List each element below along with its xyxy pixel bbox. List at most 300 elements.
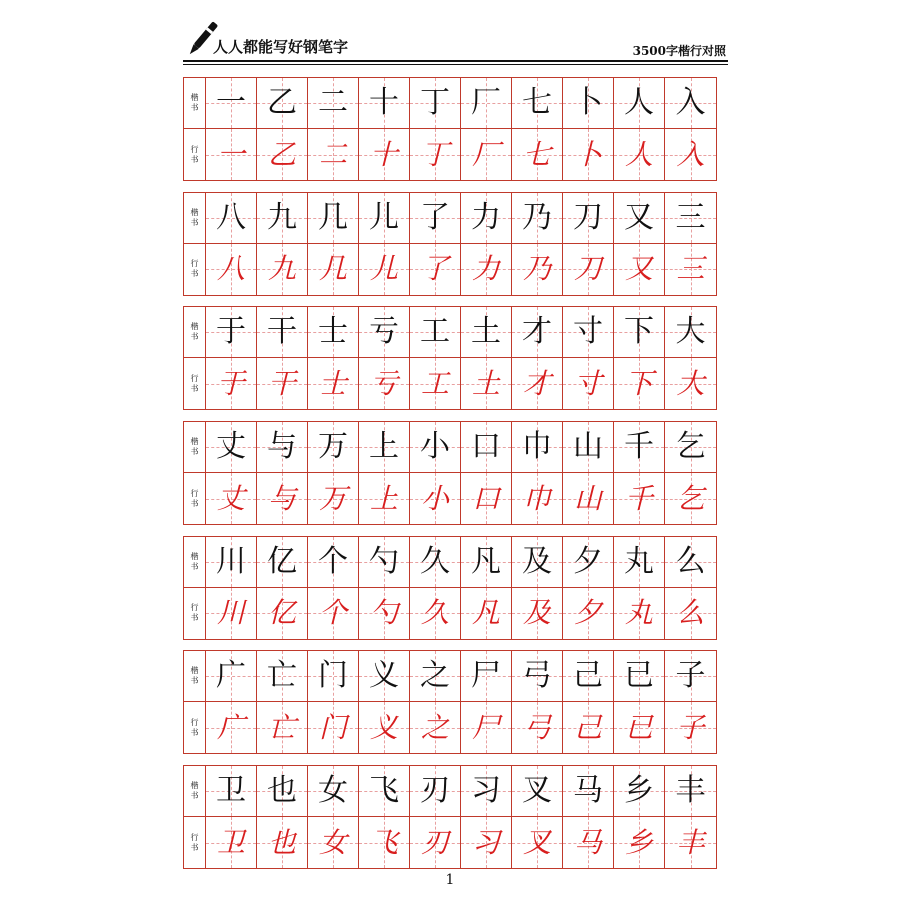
kaishu-char: 厂 [471,85,501,120]
label-char: 行 [190,488,199,498]
xingshu-char: 丈 [216,481,245,515]
kaishu-char: 丈 [216,429,246,465]
grid-cell [359,766,410,817]
grid-cell [308,307,359,358]
grid-cell [512,817,563,868]
kaishu-char: 卜 [573,85,603,120]
xingshu-char: 十 [369,137,398,171]
xingshu-char: 弓 [522,710,551,744]
grid-cell [257,651,308,702]
xingshu-char: 丸 [624,596,653,630]
xingshu-char: 儿 [369,252,398,286]
grid-cell [614,537,665,588]
xingshu-label [184,129,206,180]
xingshu-char: 也 [267,825,296,859]
xingshu-char: 与 [267,481,296,515]
xingshu-char: 千 [624,481,653,515]
grid-cell [512,193,563,244]
label-char: 书 [190,676,199,686]
grid-cell [563,588,614,639]
xingshu-label [184,588,206,639]
kaishu-char: 十 [369,85,399,120]
xingshu-char: 力 [471,252,500,286]
grid-cell [410,422,461,473]
grid-cell [257,817,308,868]
xingshu-char: 九 [267,252,296,286]
xingshu-char: 山 [573,481,602,515]
grid-cell [461,358,512,409]
kaishu-char: 山 [573,429,603,465]
xingshu-label [184,244,206,295]
kaishu-char: 义 [369,658,399,694]
xingshu-char: 个 [318,596,347,630]
grid-cell [206,358,257,409]
xingshu-char: 广 [216,710,245,744]
kaishu-label [184,651,206,702]
grid-cell [206,537,257,588]
xingshu-char: 习 [471,825,500,859]
kaishu-char: 亿 [267,543,297,579]
label-char: 书 [190,383,199,393]
grid-cell [308,129,359,180]
kaishu-char: 广 [216,658,246,694]
grid-cell [410,588,461,639]
xingshu-char: 勺 [369,596,398,630]
kaishu-char: 千 [624,429,654,465]
kaishu-char: 刃 [420,773,450,809]
grid-cell [563,358,614,409]
xingshu-char: 小 [420,481,449,515]
kaishu-char: 习 [471,773,501,809]
kaishu-char: 力 [471,199,501,235]
kaishu-char: 一 [216,85,246,120]
grid-cell [614,702,665,753]
char-block [183,421,717,525]
grid-cell [410,817,461,868]
label-char: 书 [190,154,199,164]
grid-cell [206,422,257,473]
xingshu-char: 叉 [522,825,551,859]
grid-cell [614,244,665,295]
page-header [183,20,728,66]
xingshu-char: 刀 [573,252,602,286]
label-char: 行 [190,603,199,613]
kaishu-char: 大 [675,314,706,350]
char-block [183,192,717,296]
kaishu-char: 乙 [267,85,297,120]
xingshu-char: 子 [676,710,705,744]
grid-cell [461,422,512,473]
kaishu-char: 丁 [420,85,450,120]
grid-cell [257,537,308,588]
kaishu-char: 马 [573,773,603,809]
grid-cell [257,766,308,817]
grid-cell [512,588,563,639]
kaishu-char: 也 [267,773,297,809]
kaishu-char: 亡 [267,658,297,694]
xingshu-char: 乃 [522,252,551,286]
xingshu-char: 一 [216,137,245,171]
grid-cell [308,702,359,753]
xingshu-char: 七 [522,137,551,171]
grid-cell [665,358,716,409]
label-char: 行 [190,832,199,842]
label-char: 楷 [190,551,199,561]
label-char: 楷 [190,322,199,332]
grid-cell [563,244,614,295]
grid-cell [665,422,716,473]
xingshu-char: 土 [471,366,500,400]
grid-cell [563,651,614,702]
label-char: 书 [190,498,199,508]
xingshu-char: 之 [420,710,449,744]
kaishu-char: 下 [624,314,654,350]
grid-cell [359,537,410,588]
label-char: 书 [190,217,199,227]
grid-cell [512,78,563,129]
label-char: 楷 [190,781,199,791]
grid-cell [563,702,614,753]
grid-cell [512,307,563,358]
grid-cell [359,422,410,473]
grid-cell [410,78,461,129]
grid-cell [461,651,512,702]
grid-cell [308,244,359,295]
grid-cell [206,129,257,180]
header-rule [183,60,728,62]
xingshu-char: 么 [676,596,705,630]
kaishu-char: 亏 [369,314,399,350]
kaishu-label [184,78,206,129]
label-char: 楷 [190,437,199,447]
xingshu-char: 亏 [369,366,398,400]
grid-cell [461,307,512,358]
label-char: 书 [190,269,199,279]
grid-cell [359,244,410,295]
kaishu-char: 干 [267,314,297,350]
xingshu-char: 才 [522,366,551,400]
grid-cell [257,78,308,129]
label-char: 行 [190,144,199,154]
kaishu-char: 万 [318,429,348,465]
kaishu-char: 卫 [216,773,246,809]
kaishu-char: 才 [522,314,552,350]
kaishu-char: 三 [675,199,706,235]
grid-cell [614,766,665,817]
book-title: 人人都能写好钢笔字 [213,38,349,56]
xingshu-char: 万 [318,481,347,515]
grid-cell [359,651,410,702]
kaishu-char: 个 [318,543,348,579]
label-char: 书 [190,613,199,623]
grid-cell [614,651,665,702]
xingshu-char: 干 [267,366,296,400]
grid-cell [563,422,614,473]
grid-cell [308,588,359,639]
grid-cell [563,307,614,358]
xingshu-char: 已 [624,710,653,744]
kaishu-char: 子 [675,658,706,694]
grid-cell [206,473,257,524]
grid-cell [206,78,257,129]
grid-cell [614,358,665,409]
grid-cell [257,473,308,524]
char-block [183,306,717,410]
grid-cell [206,307,257,358]
xingshu-char: 刃 [420,825,449,859]
xingshu-char: 乙 [267,137,296,171]
grid-cell [206,817,257,868]
xingshu-char: 入 [676,137,705,171]
label-char: 书 [190,447,199,457]
grid-cell [563,817,614,868]
kaishu-label [184,193,206,244]
label-char: 书 [190,332,199,342]
grid-cell [308,422,359,473]
label-char: 行 [190,373,199,383]
kaishu-char: 么 [675,543,706,579]
kaishu-char: 之 [420,658,450,694]
grid-cell [512,244,563,295]
xingshu-char: 人 [624,137,653,171]
grid-cell [512,766,563,817]
xingshu-char: 上 [369,481,398,515]
xingshu-char: 下 [624,366,653,400]
xingshu-char: 亿 [267,596,296,630]
grid-cell [665,537,716,588]
kaishu-char: 已 [624,658,654,694]
kaishu-char: 土 [471,314,501,350]
xingshu-char: 厂 [471,137,500,171]
kaishu-char: 儿 [369,199,399,235]
kaishu-char: 几 [318,199,348,235]
kaishu-label [184,422,206,473]
kaishu-char: 寸 [573,314,603,350]
kaishu-char: 九 [267,199,297,235]
xingshu-char: 工 [420,366,449,400]
grid-cell [461,244,512,295]
grid-cell [563,766,614,817]
kaishu-label [184,766,206,817]
grid-cell [665,307,716,358]
label-char: 书 [190,842,199,852]
kaishu-char: 乃 [522,199,552,235]
grid-cell [563,78,614,129]
grid-cell [257,588,308,639]
label-char: 楷 [190,93,199,102]
kaishu-char: 门 [318,658,348,694]
kaishu-char: 己 [573,658,603,694]
char-block [183,650,717,754]
grid-cell [308,651,359,702]
kaishu-char: 人 [624,85,654,120]
xingshu-char: 丰 [676,825,705,859]
kaishu-char: 及 [522,543,552,579]
xingshu-char: 及 [522,596,551,630]
grid-cell [614,588,665,639]
xingshu-char: 己 [573,710,602,744]
label-char: 楷 [190,207,199,217]
label-char: 书 [190,791,199,801]
char-block [183,536,717,640]
grid-cell [665,244,716,295]
kaishu-char: 八 [216,199,246,235]
grid-cell [461,766,512,817]
grid-cell [563,537,614,588]
kaishu-char: 刀 [573,199,603,235]
grid-cell [359,193,410,244]
grid-cell [512,537,563,588]
kaishu-char: 二 [318,85,348,120]
grid-cell [359,129,410,180]
grid-cell [308,473,359,524]
xingshu-char: 于 [216,366,245,400]
grid-cell [308,358,359,409]
grid-cell [461,129,512,180]
kaishu-char: 弓 [522,658,552,694]
xingshu-char: 巾 [522,481,551,515]
grid-cell [614,129,665,180]
grid-cell [206,588,257,639]
kaishu-char: 夕 [573,543,603,579]
grid-cell [206,193,257,244]
grid-cell [257,129,308,180]
grid-cell [512,473,563,524]
grid-cell [206,244,257,295]
xingshu-label [184,702,206,753]
kaishu-char: 川 [216,543,246,579]
grid-cell [308,766,359,817]
grid-cell [410,358,461,409]
grid-cell [359,473,410,524]
xingshu-char: 三 [676,252,705,286]
char-block [183,765,717,869]
grid-cell [257,422,308,473]
grid-cell [461,537,512,588]
grid-cell [512,422,563,473]
book-subtitle: 3500字楷行对照 [632,44,726,58]
grid-cell [665,193,716,244]
grid-cell [359,702,410,753]
grid-cell [410,537,461,588]
xingshu-label [184,358,206,409]
kaishu-char: 七 [522,85,552,120]
grid-cell [665,588,716,639]
xingshu-label [184,473,206,524]
label-char: 书 [190,561,199,571]
label-char: 书 [190,727,199,737]
kaishu-char: 了 [420,199,450,235]
kaishu-char: 久 [420,543,450,579]
xingshu-char: 夕 [573,596,602,630]
grid-cell [563,193,614,244]
grid-cell [410,651,461,702]
grid-cell [665,78,716,129]
xingshu-char: 八 [216,252,245,286]
kaishu-char: 叉 [522,773,552,809]
grid-cell [512,129,563,180]
xingshu-char: 川 [216,596,245,630]
xingshu-char: 二 [318,137,347,171]
grid-cell [461,473,512,524]
grid-cell [563,473,614,524]
label-char: 书 [190,103,199,112]
xingshu-char: 凡 [471,596,500,630]
kaishu-char: 女 [318,773,348,809]
grid-cell [665,766,716,817]
grid-cell [308,537,359,588]
grid-cell [614,422,665,473]
grid-cell [308,193,359,244]
kaishu-char: 丰 [675,773,706,809]
xingshu-char: 丁 [420,137,449,171]
grid-cell [359,78,410,129]
kaishu-char: 小 [420,429,450,465]
grid-cell [614,307,665,358]
grid-cell [512,702,563,753]
kaishu-char: 口 [471,429,501,465]
xingshu-char: 几 [318,252,347,286]
xingshu-char: 口 [471,481,500,515]
xingshu-char: 了 [420,252,449,286]
grid-cell [410,307,461,358]
xingshu-char: 士 [318,366,347,400]
grid-cell [257,702,308,753]
grid-cell [359,588,410,639]
kaishu-char: 乞 [675,429,706,465]
grid-cell [410,129,461,180]
grid-cell [359,817,410,868]
grid-cell [665,473,716,524]
grid-cell [206,702,257,753]
grid-cell [461,817,512,868]
grid-cell [512,358,563,409]
grid-cell [257,193,308,244]
grid-cell [563,129,614,180]
grid-cell [665,651,716,702]
grid-cell [665,817,716,868]
header-rule-thin [183,64,728,65]
grid-cell [461,702,512,753]
grid-cell [308,817,359,868]
xingshu-char: 马 [573,825,602,859]
kaishu-char: 凡 [471,543,501,579]
xingshu-char: 亡 [267,710,296,744]
grid-cell [410,702,461,753]
kaishu-char: 巾 [522,429,552,465]
grid-cell [410,193,461,244]
xingshu-char: 又 [624,252,653,286]
grid-cell [614,473,665,524]
xingshu-char: 大 [676,366,705,400]
kaishu-char: 乡 [624,773,654,809]
xingshu-char: 尸 [471,710,500,744]
grid-cell [614,817,665,868]
grid-cell [461,193,512,244]
xingshu-char: 门 [318,710,347,744]
xingshu-char: 乞 [676,481,705,515]
grid-cell [359,307,410,358]
grid-cell [359,358,410,409]
grid-cell [665,702,716,753]
label-char: 行 [190,259,199,269]
kaishu-char: 勺 [369,543,399,579]
xingshu-char: 飞 [369,825,398,859]
grid-cell [410,766,461,817]
kaishu-label [184,307,206,358]
xingshu-char: 义 [369,710,398,744]
label-char: 行 [190,717,199,727]
